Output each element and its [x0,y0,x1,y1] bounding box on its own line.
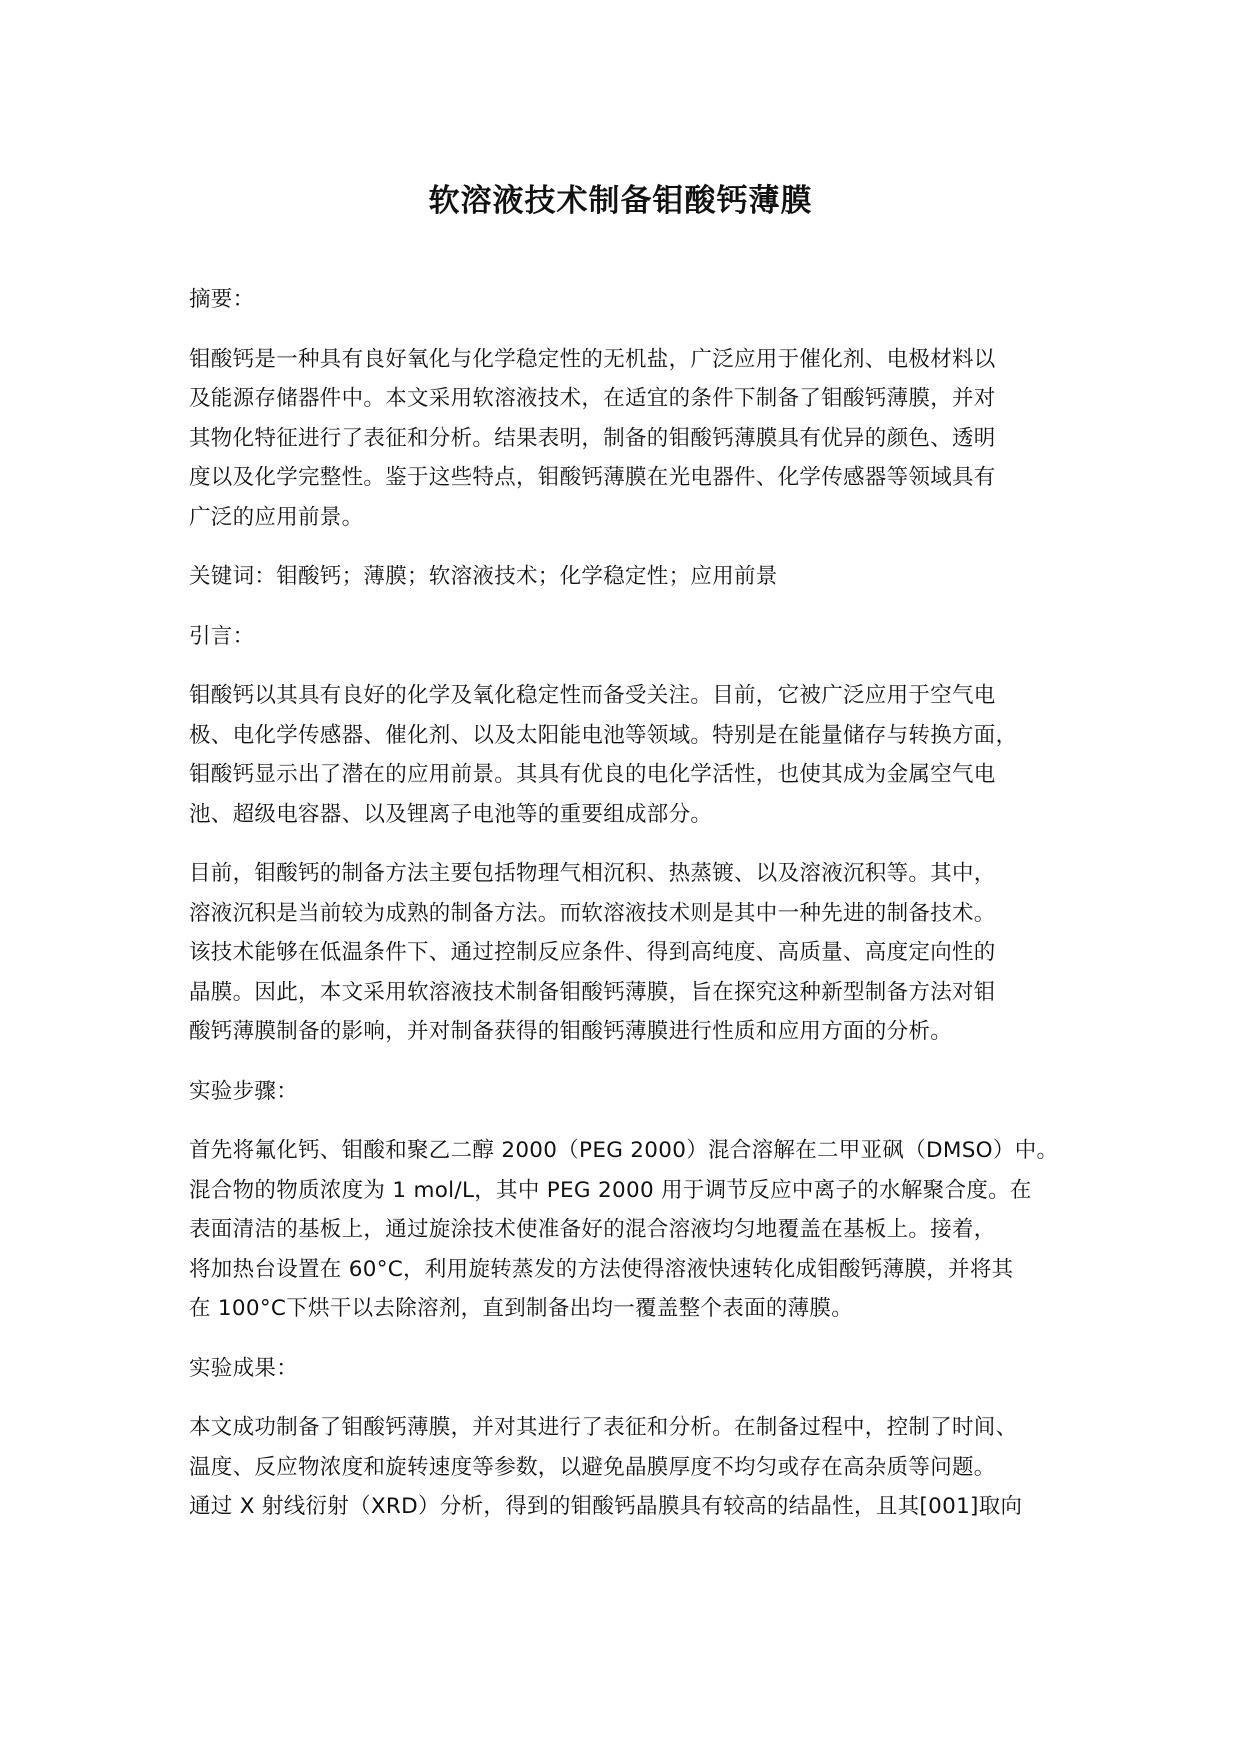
intro-body-1 [189,676,1089,834]
text-line: 本文成功制备了钼酸钙薄膜，并对其进行了表征和分析。在制备过程中，控制了时间、 [189,1415,1018,1440]
text-line: 及能源存储器件中。本文采用软溶液技术，在适宜的条件下制备了钼酸钙薄膜，并对 [189,386,996,411]
results-body [189,1408,1089,1527]
document-body [189,280,1089,1547]
keywords [189,557,1089,597]
intro-body-2 [189,854,1089,1052]
abstract-body [189,340,1089,538]
text-line: 极、电化学传感器、催化剂、以及太阳能电池等领域。特别是在能量储存与转换方面， [189,722,1018,748]
text-line: 引言： [189,623,255,649]
text-line: 其物化特征进行了表征和分析。结果表明，制备的钼酸钙薄膜具有优异的颜色、透明 [189,425,996,451]
text-line: 广泛的应用前景。 [189,504,364,530]
text-line: 钼酸钙显示出了潜在的应用前景。其具有优良的电化学活性，也使其成为金属空气电 [189,762,996,787]
page-title: 软溶液技术制备钼酸钙薄膜 [428,183,813,219]
text-line: 该技术能够在低温条件下、通过控制反应条件、得到高纯度、高质量、高度定向性的 [189,940,996,965]
text-line: 度以及化学完整性。鉴于这些特点，钼酸钙薄膜在光电器件、化学传感器等领域具有 [189,465,996,490]
method-body [189,1131,1089,1329]
text-line: 实验成果： [189,1355,299,1381]
abstract-heading [189,280,1089,320]
text-line: 溶液沉积是当前较为成熟的制备方法。而软溶液技术则是其中一种先进的制备技术。 [189,900,996,926]
text-line: 首先将氟化钙、钼酸和聚乙二醇 2000（PEG 2000）混合溶解在二甲亚砜（DMSO）中。 [189,1138,1059,1163]
text-line: 温度、反应物浓度和旋转速度等参数，以避免晶膜厚度不均匀或存在高杂质等问题。 [189,1454,996,1480]
text-line: 摘要： [189,287,255,312]
text-line: 表面清洁的基板上，通过旋涂技术使准备好的混合溶液均匀地覆盖在基板上。接着， [189,1217,996,1242]
text-line: 将加热台设置在 60°C，利用旋转蒸发的方法使得溶液快速转化成钼酸钙薄膜，并将其 [189,1256,1014,1282]
text-line: 混合物的物质浓度为 1 mol/L，其中 PEG 2000 用于调节反应中离子的水解聚合度。在 [189,1177,1032,1203]
text-line: 池、超级电容器、以及锂离子电池等的重要组成部分。 [189,801,713,827]
text-line: 晶膜。因此，本文采用软溶液技术制备钼酸钙薄膜，旨在探究这种新型制备方法对钼 [189,979,996,1005]
text-line: 在 100°C下烘干以去除溶剂，直到制备出均一覆盖整个表面的薄膜。 [189,1296,854,1321]
text-line: 通过 X 射线衍射（XRD）分析，得到的钼酸钙晶膜具有较高的结晶性，且其[001]取向 [189,1494,1023,1519]
results-heading [189,1349,1089,1389]
intro-heading [189,617,1089,657]
text-line: 实验步骤： [189,1078,299,1104]
text-line: 关键词：钼酸钙；薄膜；软溶液技术；化学稳定性；应用前景 [189,564,778,589]
text-line: 钼酸钙以其具有良好的化学及氧化稳定性而备受关注。目前，它被广泛应用于空气电 [189,683,996,708]
text-line: 钼酸钙是一种具有良好氧化与化学稳定性的无机盐，广泛应用于催化剂、电极材料以 [189,346,996,372]
method-heading [189,1072,1089,1112]
text-line: 酸钙薄膜制备的影响，并对制备获得的钼酸钙薄膜进行性质和应用方面的分析。 [189,1019,953,1044]
text-line: 目前，钼酸钙的制备方法主要包括物理气相沉积、热蒸镀、以及溶液沉积等。其中， [189,861,996,886]
